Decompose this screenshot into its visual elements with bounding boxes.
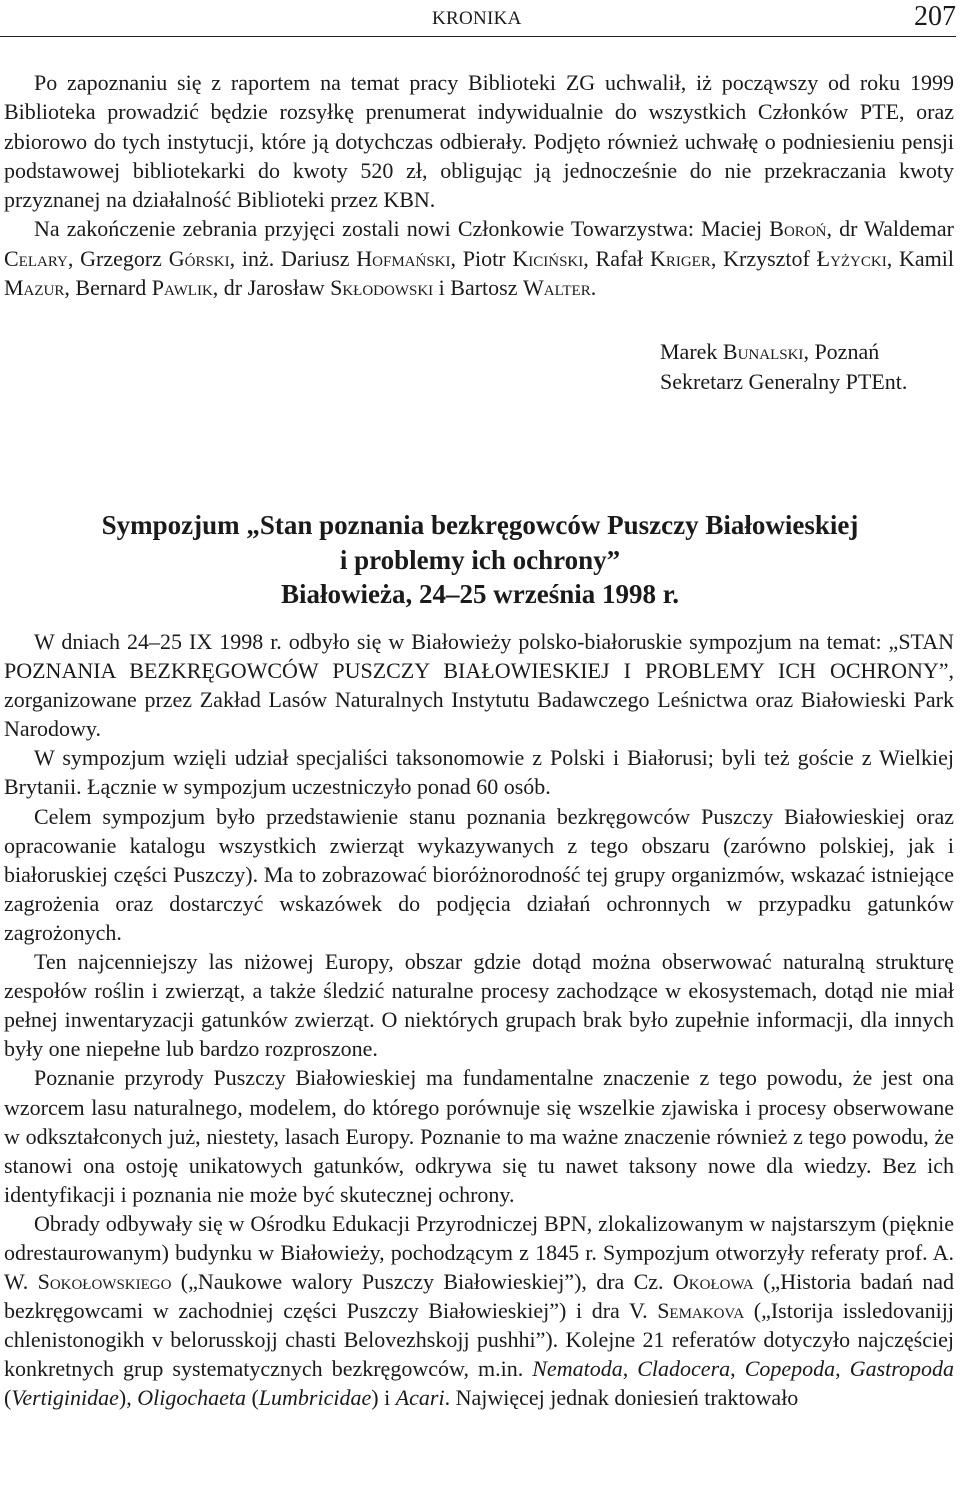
symposium-paragraph-1: W dniach 24–25 IX 1998 r. odbyło się w Białowieży polsko-białoruskie sympozjum na temat: „STAN POZNANIA BEZKRĘGOWCÓW PUSZCZY BIAŁOWIESKIEJ I PROBLEMY ICH OCHRONY”, zorganizowane przez Zakład Lasów Naturalnych Instytutu Badawczego Leśnictwa oraz Białowieski Park Narodowy. <box>4 629 954 742</box>
member-name: Skłodowski <box>330 275 434 301</box>
symposium-paragraph-6: Obrady odbywały się w Ośrodku Edukacji Przyrodniczej BPN, zlokalizowanym w najstarszym (pięknie odrestaurowanym) budynku w Białowieży, pochodzącym z 1845 r. Sympozjum otworzyły referaty prof. A. W. Sokołowskiego („Naukowe walory Puszczy Białowieskiej”), dra Cz. Okołowa („Historia badań nad bezkręgowcami w zachodniej części Puszczy Białowieskiej”) i dra V. Semakova („Istorija issledovanijj chlenistonogikh v belorusskojj chasti Belovezhskojj pushhi”). Kolejne 21 referatów dotyczyło najczęściej konkretnych grup systematycznych bezkręgowców, m.in. Nematoda, Cladocera, Copepoda, Gastropoda (Vertiginidae), Oligochaeta (Lumbricidae) i Acari. Najwięcej jednak doniesień traktowało <box>4 1210 955 1411</box>
signature-surname: Bunalski <box>722 339 804 364</box>
taxon-name: Nematoda <box>532 1356 623 1382</box>
signature-block <box>660 337 907 397</box>
symposium-body <box>4 627 954 1413</box>
report-body <box>4 68 954 302</box>
member-name: Kriger <box>649 245 711 271</box>
author-name: Semakova <box>657 1298 745 1324</box>
symposium-paragraph-4: Ten najcenniejszy las niżowej Europy, obszar gdzie dotąd można obserwować naturalną strukturę zespołów roślin i zwierząt, a także śledzić naturalne procesy zachodzące w ekosystemach, dotąd nie miał pełnej inwentaryzacji gatunków zwierząt. O niektórych grupach brak było zupełnie informacji, dla innych były one niepełne lub bardzo rozproszone. <box>4 949 954 1062</box>
member-name: Boroń <box>769 216 827 242</box>
signature-role: Sekretarz Generalny PTEnt. <box>660 369 908 394</box>
taxon-name: Vertiginidae <box>11 1385 119 1411</box>
page-header <box>0 0 956 37</box>
member-name: Walter <box>522 275 591 301</box>
taxon-name: Gastropoda <box>849 1356 954 1382</box>
taxon-name: Acari <box>395 1385 445 1411</box>
taxon-name: Oligochaeta <box>137 1385 246 1411</box>
author-name: Okołowa <box>672 1269 754 1295</box>
member-name: Kiciński <box>512 245 584 271</box>
taxon-name: Cladocera <box>637 1356 731 1382</box>
running-head: KRONIKA <box>432 8 522 29</box>
page-number: 207 <box>914 1 956 32</box>
section-heading <box>0 508 960 612</box>
heading-line-2: i problemy ich ochrony” <box>339 544 621 575</box>
symposium-paragraph-5: Poznanie przyrody Puszczy Białowieskiej ma fundamentalne znaczenie z tego powodu, że jest ona wzorcem lasu naturalnego, modelem, do którego porównuje się wszelkie zjawiska i procesy obserwowane w odkształconych już, niestety, lasach Europy. Poznanie to ma ważne znaczenie również z tego powodu, że stanowi ona ostoję unikatowych gatunków, odkrywa się tu nawet taksony nowe dla wiedzy. Bez ich identyfikacji i poznania nie może być skutecznej ochrony. <box>4 1065 954 1207</box>
paragraph-library-resolution: Po zapoznaniu się z raportem na temat pracy Biblioteki ZG uchwalił, iż począwszy od roku 1999 Biblioteka prowadzić będzie rozsyłkę prenumerat indywidualnie do wszystkich Członków PTE, oraz zbiorowo do tych instytucji, które ją dotychczas odbierały. Podjęto również uchwałę o podniesieniu pensji podstawowej bibliotekarki do kwoty 520 zł, obligując ją jednocześnie do nie przekraczania kwoty przyznanej na działalność Biblioteki przez KBN. <box>4 70 954 213</box>
symposium-paragraph-2: W sympozjum wzięli udział specjaliści taksonomowie z Polski i Białorusi; byli też goście z Wielkiej Brytanii. Łącznie w sympozjum uczestniczyło ponad 60 osób. <box>4 745 954 800</box>
member-name: Hofmański <box>356 245 451 271</box>
author-name: Sokołowskiego <box>37 1269 172 1295</box>
paragraph-new-members: Na zakończenie zebrania przyjęci zostali nowi Członkowie Towarzystwa: Maciej Boroń, dr Waldemar Celary, Grzegorz Górski, inż. Dariusz Hofmański, Piotr Kiciński, Rafał Kriger, Krzysztof Łyżycki, Kamil Mazur, Bernard Pawlik, dr Jarosław Skłodowski i Bartosz Walter. <box>4 216 954 301</box>
member-name: Pawlik <box>151 275 213 301</box>
symposium-paragraph-3: Celem sympozjum było przedstawienie stanu poznania bezkręgowców Puszczy Białowieskiej oraz opracowanie katalogu wszystkich zwierząt wykazywanych z tego obszaru (zarówno polskiej, jak i białoruskiej części Puszczy). Ma to zobrazować bioróżnorodność tej grupy organizmów, wskazać istniejące zagrożenia oraz dostarczyć wskazówek do podjęcia działań ochronnych w przypadku gatunków zagrożonych. <box>4 803 954 945</box>
member-name: Mazur <box>4 275 65 301</box>
member-name: Łyżycki <box>816 245 887 271</box>
taxon-name: Lumbricidae <box>258 1385 372 1411</box>
signature-name-line: Marek Bunalski, Poznań <box>660 339 880 364</box>
member-name: Celary <box>4 245 68 271</box>
heading-line-1: Sympozjum „Stan poznania bezkręgowców Puszczy Białowieskiej <box>101 510 859 540</box>
member-name: Górski <box>168 245 230 271</box>
heading-line-3: Białowieża, 24–25 września 1998 r. <box>281 579 679 609</box>
taxon-name: Copepoda <box>744 1356 836 1382</box>
